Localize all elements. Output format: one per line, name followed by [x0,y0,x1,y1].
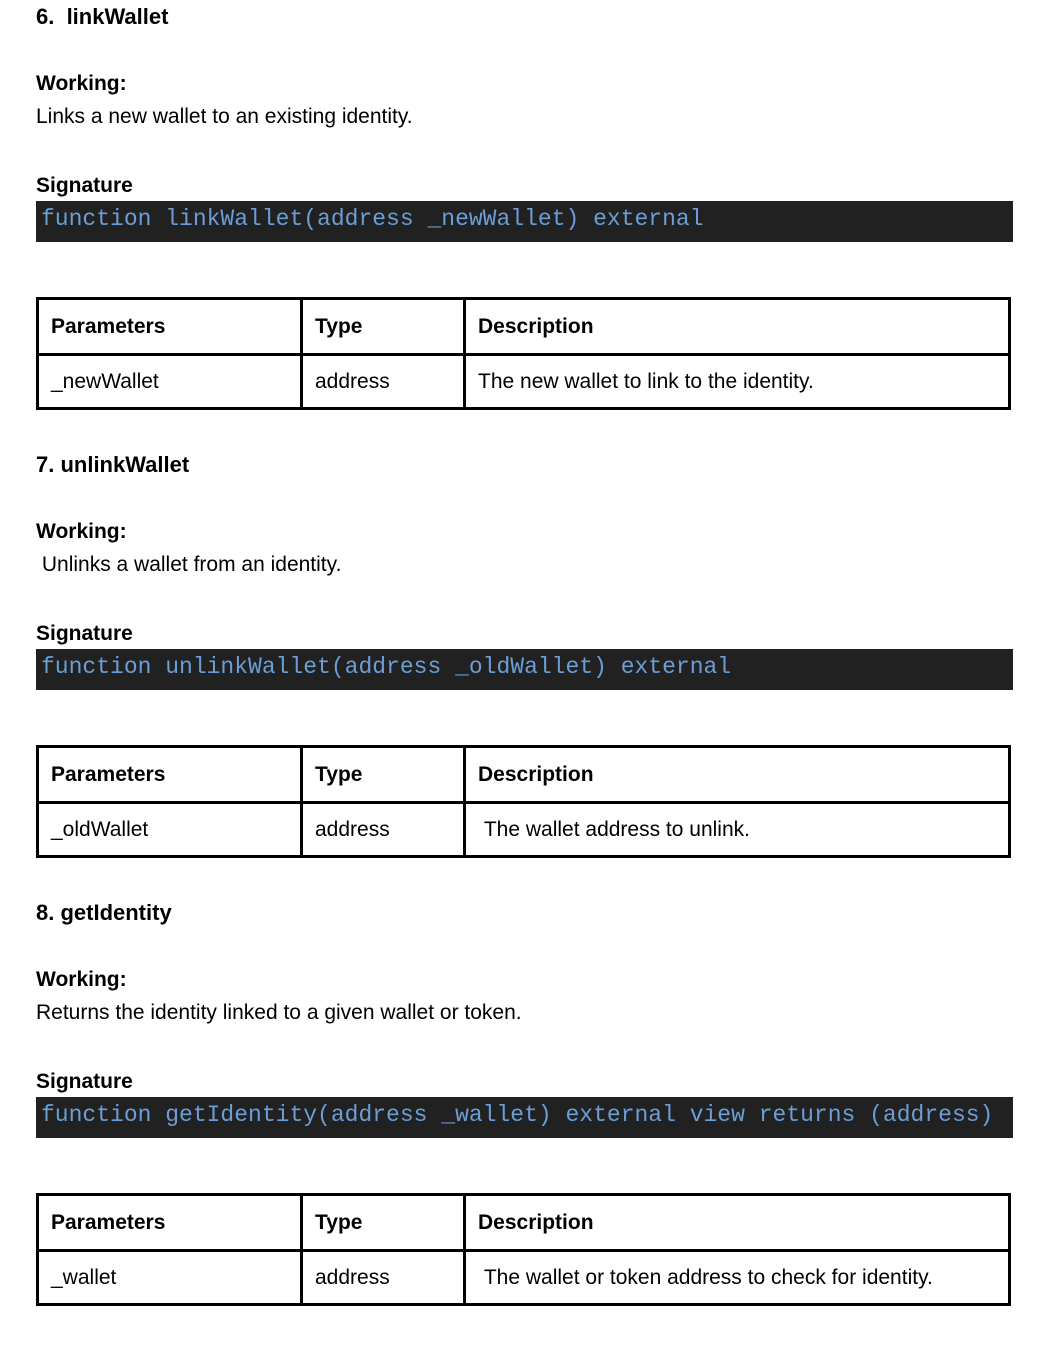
signature-code-block: function linkWallet(address _newWallet) external [36,201,1013,242]
signature-heading: Signature [36,174,133,197]
section-linkwallet [36,4,1008,410]
signature-code-block: function unlinkWallet(address _oldWallet) external [36,649,1013,690]
parameters-table [36,297,1011,410]
column-header-type: Type [302,299,465,355]
table-row [38,803,1010,857]
column-header-type: Type [302,1195,465,1251]
working-description: Links a new wallet to an existing identity. [36,105,413,128]
column-header-parameters: Parameters [38,1195,302,1251]
column-header-description: Description [465,299,1010,355]
parameter-description-cell: The wallet or token address to check for identity. [465,1251,1010,1305]
table-row [38,355,1010,409]
parameter-type-cell: address [302,355,465,409]
parameter-description-cell: The new wallet to link to the identity. [465,355,1010,409]
column-header-description: Description [465,1195,1010,1251]
table-header-row [38,1195,1010,1251]
parameter-name-cell: _newWallet [38,355,302,409]
table-row [38,1251,1010,1305]
column-header-parameters: Parameters [38,299,302,355]
table-header-row [38,299,1010,355]
working-description: Unlinks a wallet from an identity. [36,553,342,576]
section-title: 7. unlinkWallet [36,452,190,477]
working-heading: Working: [36,520,127,543]
signature-code-block: function getIdentity(address _wallet) external view returns (address) [36,1097,1013,1138]
section-unlinkwallet [36,452,1008,858]
column-header-description: Description [465,747,1010,803]
table-header-row [38,747,1010,803]
parameter-type-cell: address [302,803,465,857]
parameter-type-cell: address [302,1251,465,1305]
section-getidentity [36,900,1008,1306]
working-heading: Working: [36,968,127,991]
parameter-description-cell: The wallet address to unlink. [465,803,1010,857]
column-header-type: Type [302,747,465,803]
document-page [36,4,1008,1306]
parameter-name-cell: _wallet [38,1251,302,1305]
section-title: 8. getIdentity [36,900,172,925]
parameter-name-cell: _oldWallet [38,803,302,857]
parameters-table [36,1193,1011,1306]
working-heading: Working: [36,72,127,95]
signature-heading: Signature [36,622,133,645]
column-header-parameters: Parameters [38,747,302,803]
parameters-table [36,745,1011,858]
section-title: 6. linkWallet [36,4,169,29]
working-description: Returns the identity linked to a given wallet or token. [36,1001,522,1024]
signature-heading: Signature [36,1070,133,1093]
